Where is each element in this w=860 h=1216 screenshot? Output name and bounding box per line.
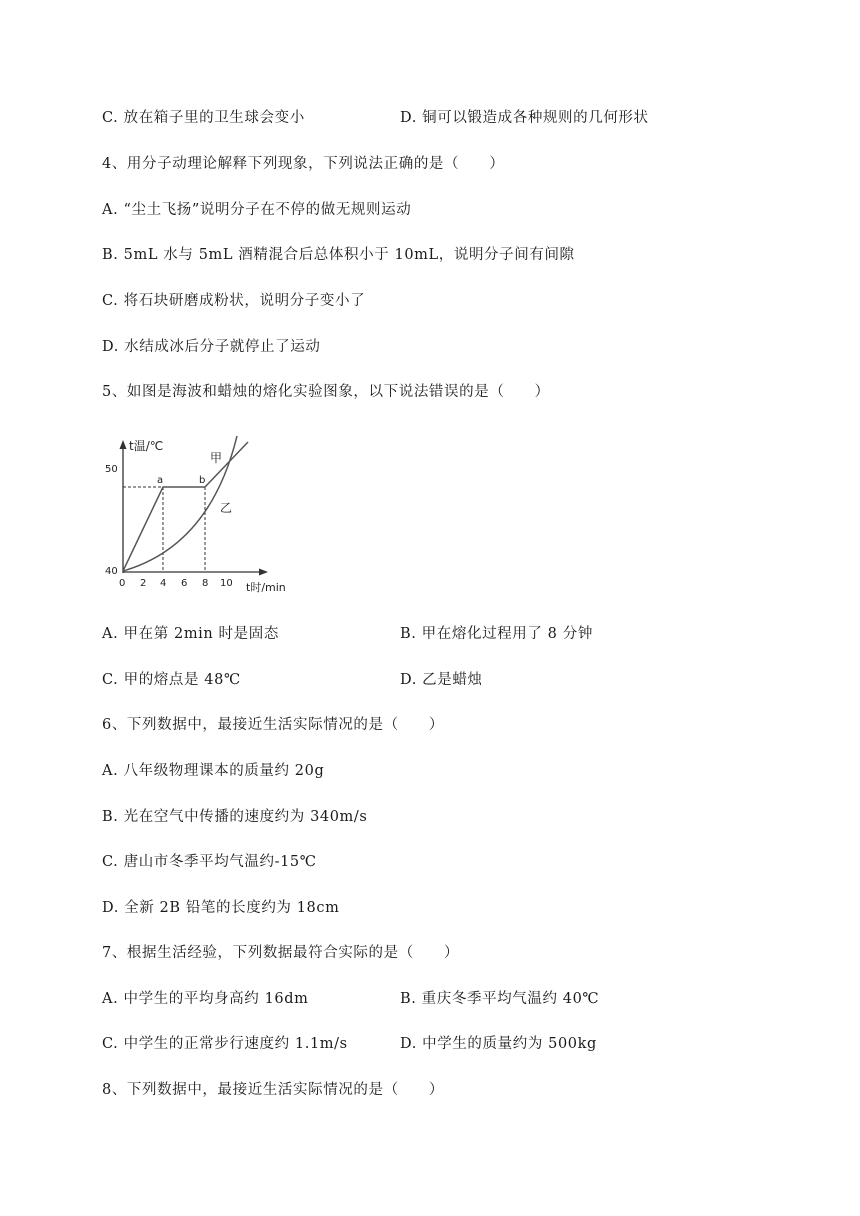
q4-option-c: C. 将石块研磨成粉状，说明分子变小了 [102, 293, 366, 309]
q5-option-c: C. 甲的熔点是 48℃ [102, 672, 241, 688]
question-7: 7、根据生活经验，下列数据最符合实际的是（ ） [102, 945, 460, 961]
x-tick-10: 10 [220, 578, 233, 589]
x-tick-2: 2 [140, 578, 147, 589]
q6-option-c: C. 唐山市冬季平均气温约-15℃ [102, 854, 317, 870]
melting-graph [100, 428, 310, 598]
question-4: 4、用分子动理论解释下列现象，下列说法正确的是（ ） [102, 156, 505, 172]
x-tick-8: 8 [202, 578, 209, 589]
question-5: 5、如图是海波和蜡烛的熔化实验图象，以下说法错误的是（ ） [102, 384, 550, 400]
x-axis-arrow [259, 569, 268, 576]
y-tick-40: 40 [105, 566, 118, 577]
q5-option-b: B. 甲在熔化过程用了 8 分钟 [400, 626, 593, 642]
q4-option-d: D. 水结成冰后分子就停止了运动 [102, 339, 321, 355]
q7-option-c: C. 中学生的正常步行速度约 1.1m/s [102, 1036, 348, 1052]
q4-option-b: B. 5mL 水与 5mL 酒精混合后总体积小于 10mL，说明分子间有间隙 [102, 247, 575, 263]
curve-yi-label: 乙 [220, 501, 233, 515]
q4-option-a: A. “尘土飞扬”说明分子在不停的做无规则运动 [102, 202, 412, 218]
q6-option-b: B. 光在空气中传播的速度约为 340m/s [102, 809, 368, 825]
q6-option-d: D. 全新 2B 铅笔的长度约为 18cm [102, 900, 340, 916]
point-b-label: b [199, 475, 206, 486]
q7-option-d: D. 中学生的质量约为 500kg [400, 1036, 597, 1052]
question-8: 8、下列数据中，最接近生活实际情况的是（ ） [102, 1082, 445, 1098]
curve-jia-label: 甲 [210, 451, 223, 465]
q3-option-c: C. 放在箱子里的卫生球会变小 [102, 110, 305, 126]
q7-option-a: A. 中学生的平均身高约 16dm [102, 991, 309, 1007]
x-axis-label: t时/min [246, 581, 286, 594]
y-tick-50: 50 [105, 464, 118, 475]
point-a-label: a [157, 475, 164, 486]
q5-option-d: D. 乙是蜡烛 [400, 672, 483, 688]
q6-option-a: A. 八年级物理课本的质量约 20g [102, 763, 325, 779]
x-tick-6: 6 [181, 578, 188, 589]
q3-option-d: D. 铜可以锻造成各种规则的几何形状 [400, 110, 649, 126]
y-axis-arrow [120, 440, 127, 449]
y-axis-label: t温/℃ [129, 439, 164, 453]
q5-option-a: A. 甲在第 2min 时是固态 [102, 626, 279, 642]
q7-option-b: B. 重庆冬季平均气温约 40℃ [400, 991, 600, 1007]
question-6: 6、下列数据中，最接近生活实际情况的是（ ） [102, 717, 445, 733]
x-tick-0: 0 [119, 578, 126, 589]
x-tick-4: 4 [160, 578, 167, 589]
